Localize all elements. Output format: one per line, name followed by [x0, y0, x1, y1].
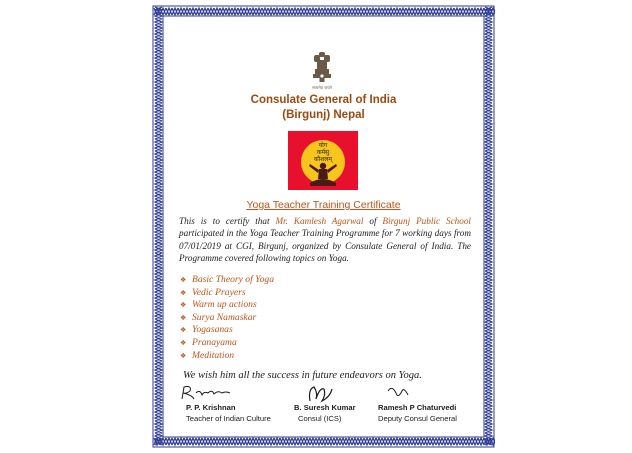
- org-name: Consulate General of India: [250, 94, 397, 106]
- diamond-bullet-icon: ❖: [180, 288, 187, 297]
- signatory-3-name: Ramesh P Chaturvedi: [378, 403, 457, 412]
- org-location: (Birgunj) Nepal: [282, 109, 365, 121]
- diamond-bullet-icon: ❖: [180, 326, 187, 335]
- signatory-2-name: B. Suresh Kumar: [294, 403, 356, 412]
- signatory-1-name: P. P. Krishnan: [186, 403, 236, 412]
- certificate: [152, 5, 495, 448]
- emblem-caption: सत्यमेव जयते: [312, 85, 332, 90]
- diamond-bullet-icon: ❖: [180, 301, 187, 310]
- signatory-1: [174, 381, 284, 431]
- signature-2-icon: [286, 381, 346, 405]
- logo-line-3: कौशलम्: [314, 156, 332, 163]
- logo-line-1: योग: [318, 142, 328, 149]
- list-item: ❖ Basic Theory of Yoga: [180, 274, 274, 285]
- closing-wish: We wish him all the success in future endeavors on Yoga.: [183, 370, 422, 381]
- body-of: of: [363, 216, 383, 226]
- logo-line-2: कर्मसु: [316, 149, 330, 156]
- yoga-logo: [288, 131, 358, 190]
- diamond-bullet-icon: ❖: [180, 351, 187, 360]
- recipient-name: Mr. Kamlesh Agarwal: [275, 216, 364, 226]
- signatory-3: [378, 381, 478, 431]
- signatory-2-role: Consul (ICS): [298, 414, 342, 423]
- school-name: Birgunj Public School: [382, 216, 471, 226]
- signature-3-icon: [378, 381, 438, 405]
- certificate-title: Yoga Teacher Training Certificate: [246, 199, 401, 211]
- national-emblem-icon: [307, 49, 337, 93]
- list-item: ❖ Yogasanas: [180, 324, 233, 336]
- certificate-body: [179, 215, 471, 264]
- list-item: ❖ Vedic Prayers: [180, 286, 246, 298]
- list-item: ❖ Surya Namaskar: [180, 311, 257, 323]
- list-item: ❖ Meditation: [180, 349, 235, 361]
- diamond-bullet-icon: ❖: [180, 313, 187, 322]
- yoga-pose-icon: [288, 131, 358, 190]
- list-item: ❖ Warm up actions: [180, 299, 257, 311]
- certificate-content: [166, 19, 481, 434]
- signatory-2: [286, 381, 376, 431]
- signatory-1-role: Teacher of Indian Culture: [186, 414, 271, 423]
- diamond-bullet-icon: ❖: [180, 338, 187, 347]
- topics-list: [180, 274, 430, 362]
- body-prefix: This is to certify that: [179, 216, 276, 226]
- list-item: ❖ Pranayama: [180, 336, 237, 348]
- diamond-bullet-icon: ❖: [180, 276, 187, 284]
- body-rest: participated in the Yoga Teacher Training Programme for 7 working days from 07/01/2019 at CGI, Birgunj, organized by Consulate General of India. The Programme covered following topics on Yoga.: [179, 228, 471, 263]
- signature-1-icon: [174, 381, 244, 403]
- signatory-3-role: Deputy Consul General: [378, 414, 457, 423]
